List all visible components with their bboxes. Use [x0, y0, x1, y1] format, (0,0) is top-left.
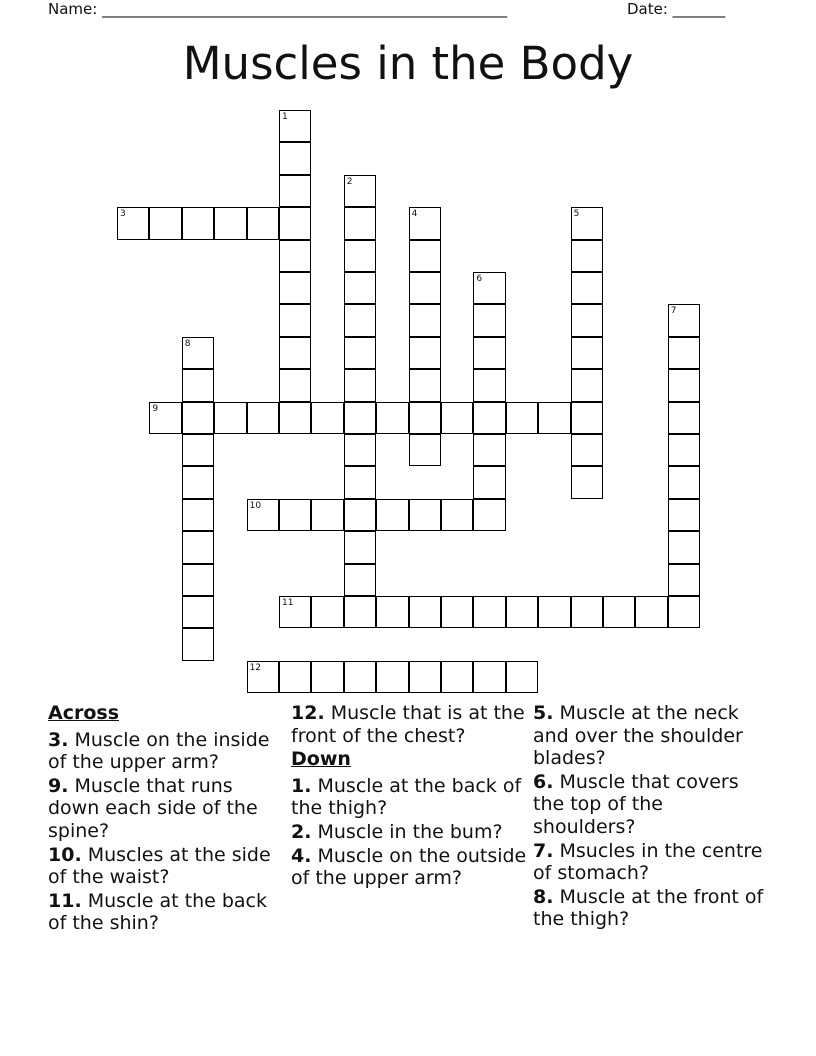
- grid-cell[interactable]: [279, 661, 311, 693]
- grid-cell[interactable]: [571, 272, 603, 304]
- clue-text: Muscle that runs down each side of the spine?: [48, 774, 258, 842]
- grid-cell[interactable]: [668, 402, 700, 434]
- grid-cell[interactable]: [668, 531, 700, 563]
- clue-text: Muscle at the front of the thigh?: [533, 885, 764, 931]
- grid-cell[interactable]: [182, 337, 214, 369]
- across-heading: Across: [48, 702, 120, 724]
- grid-cell[interactable]: [473, 304, 505, 336]
- grid-cell[interactable]: [344, 434, 376, 466]
- grid-cell[interactable]: [506, 402, 538, 434]
- grid-cell[interactable]: [473, 596, 505, 628]
- name-field[interactable]: Name: ______________________________________________________: [48, 0, 508, 18]
- grid-cell[interactable]: [376, 499, 408, 531]
- grid-cell[interactable]: [571, 337, 603, 369]
- grid-cell[interactable]: [214, 207, 246, 239]
- grid-cell[interactable]: [409, 337, 441, 369]
- clue-text: Muscle at the back of the shin?: [48, 889, 268, 935]
- date-field[interactable]: Date: _______: [627, 0, 726, 18]
- grid-cell[interactable]: [247, 207, 279, 239]
- grid-cell[interactable]: [409, 499, 441, 531]
- grid-cell[interactable]: [409, 596, 441, 628]
- grid-cell[interactable]: [441, 499, 473, 531]
- grid-cell[interactable]: [571, 207, 603, 239]
- grid-cell[interactable]: [279, 240, 311, 272]
- grid-cell[interactable]: [441, 596, 473, 628]
- clue-down-4: [291, 845, 527, 890]
- grid-cell[interactable]: [279, 402, 311, 434]
- grid-cell[interactable]: [279, 499, 311, 531]
- grid-cell[interactable]: [409, 369, 441, 401]
- grid-cell[interactable]: [668, 564, 700, 596]
- grid-cell[interactable]: [182, 369, 214, 401]
- grid-cell[interactable]: [571, 402, 603, 434]
- grid-cell[interactable]: [311, 499, 343, 531]
- grid-cell-number: 12: [249, 662, 262, 673]
- grid-cell[interactable]: [182, 499, 214, 531]
- clue-number: 9.: [48, 774, 69, 797]
- grid-cell[interactable]: [279, 369, 311, 401]
- clue-across-9: [48, 775, 284, 843]
- grid-cell[interactable]: [344, 304, 376, 336]
- grid-cell-number: 7: [670, 306, 677, 317]
- grid-cell[interactable]: [344, 499, 376, 531]
- grid-cell[interactable]: [571, 434, 603, 466]
- grid-cell[interactable]: [344, 531, 376, 563]
- clue-across-10: [48, 844, 284, 889]
- grid-cell-number: 2: [346, 176, 353, 187]
- grid-cell[interactable]: [311, 402, 343, 434]
- grid-cell[interactable]: [668, 499, 700, 531]
- clue-number: 8.: [533, 885, 554, 908]
- grid-cell[interactable]: [635, 596, 667, 628]
- clue-down-7: [533, 840, 769, 885]
- grid-cell[interactable]: [182, 466, 214, 498]
- grid-cell-number: 9: [152, 403, 159, 414]
- grid-cell[interactable]: [571, 304, 603, 336]
- clue-down-6: [533, 771, 769, 839]
- clue-text: Muscle that covers the top of the shoulders?: [533, 770, 739, 838]
- grid-cell-number: 3: [120, 209, 126, 220]
- clue-text: Muscles at the side of the waist?: [48, 843, 271, 889]
- grid-cell-number: 8: [184, 338, 191, 349]
- grid-cell[interactable]: [409, 272, 441, 304]
- grid-cell[interactable]: [409, 207, 441, 239]
- grid-cell[interactable]: [344, 661, 376, 693]
- grid-cell[interactable]: [279, 337, 311, 369]
- grid-cell[interactable]: [247, 402, 279, 434]
- grid-cell[interactable]: [668, 466, 700, 498]
- clue-down-5: [533, 702, 769, 770]
- grid-cell[interactable]: [182, 434, 214, 466]
- grid-cell[interactable]: [279, 175, 311, 207]
- grid-cell[interactable]: [149, 207, 181, 239]
- grid-cell[interactable]: [603, 596, 635, 628]
- clue-down-1: [291, 775, 527, 820]
- grid-cell[interactable]: [279, 207, 311, 239]
- grid-cell[interactable]: [409, 434, 441, 466]
- grid-cell[interactable]: [311, 596, 343, 628]
- grid-cell[interactable]: [182, 628, 214, 660]
- grid-cell[interactable]: [473, 434, 505, 466]
- grid-cell[interactable]: [311, 661, 343, 693]
- grid-cell[interactable]: [668, 369, 700, 401]
- clue-number: 2.: [291, 820, 312, 843]
- clue-number: 4.: [291, 844, 312, 867]
- clue-column-2: [291, 702, 527, 891]
- clue-number: 10.: [48, 843, 82, 866]
- grid-cell[interactable]: [668, 596, 700, 628]
- clue-number: 1.: [291, 774, 312, 797]
- grid-cell[interactable]: [473, 402, 505, 434]
- grid-cell[interactable]: [409, 240, 441, 272]
- clue-text: Muscle on the inside of the upper arm?: [48, 728, 270, 774]
- down-heading: Down: [291, 748, 351, 771]
- clue-number: 6.: [533, 770, 554, 793]
- grid-cell[interactable]: [182, 596, 214, 628]
- page-title: Muscles in the Body: [182, 37, 634, 90]
- clue-text: Muscle that is at the front of the chest?: [291, 702, 525, 747]
- grid-cell[interactable]: [441, 402, 473, 434]
- grid-cell[interactable]: [409, 661, 441, 693]
- clue-text: Muscle at the neck and over the shoulder blades?: [533, 702, 743, 770]
- grid-cell[interactable]: [473, 337, 505, 369]
- clue-text: Muscle on the outside of the upper arm?: [291, 844, 527, 890]
- grid-cell-number: 10: [249, 500, 262, 511]
- grid-cell[interactable]: [344, 596, 376, 628]
- grid-cell[interactable]: [376, 402, 408, 434]
- clue-text: Muscle in the bum?: [311, 820, 503, 843]
- clue-across-12: [291, 702, 527, 747]
- grid-cell[interactable]: [441, 661, 473, 693]
- grid-cell[interactable]: [247, 661, 279, 693]
- grid-cell[interactable]: [344, 240, 376, 272]
- clue-column-1: [48, 702, 284, 936]
- grid-cell[interactable]: [214, 402, 246, 434]
- grid-cell[interactable]: [344, 564, 376, 596]
- grid-cell[interactable]: [473, 466, 505, 498]
- grid-cell[interactable]: [182, 564, 214, 596]
- clue-number: 12.: [291, 702, 325, 724]
- grid-cell[interactable]: [473, 661, 505, 693]
- grid-cell[interactable]: [182, 402, 214, 434]
- grid-cell[interactable]: [344, 466, 376, 498]
- grid-cell[interactable]: [376, 596, 408, 628]
- grid-cell[interactable]: [668, 434, 700, 466]
- grid-cell[interactable]: [344, 402, 376, 434]
- clue-number: 3.: [48, 728, 69, 751]
- clue-text: Muscle at the back of the thigh?: [291, 774, 522, 820]
- grid-cell[interactable]: [279, 142, 311, 174]
- clue-down-2: [291, 821, 527, 844]
- grid-cell[interactable]: [571, 369, 603, 401]
- grid-cell[interactable]: [506, 596, 538, 628]
- grid-cell[interactable]: [117, 207, 149, 239]
- grid-cell[interactable]: [473, 499, 505, 531]
- grid-cell[interactable]: [344, 207, 376, 239]
- grid-cell[interactable]: [149, 402, 181, 434]
- grid-cell[interactable]: [571, 466, 603, 498]
- grid-cell[interactable]: [344, 175, 376, 207]
- grid-cell-number: 6: [476, 274, 483, 284]
- grid-cell-number: 5: [573, 209, 580, 220]
- grid-cell[interactable]: [409, 402, 441, 434]
- grid-cell[interactable]: [538, 402, 570, 434]
- clue-across-11: [48, 890, 284, 935]
- clue-number: 5.: [533, 702, 554, 724]
- grid-cell[interactable]: [279, 110, 311, 142]
- grid-cell[interactable]: [344, 272, 376, 304]
- grid-cell[interactable]: [668, 337, 700, 369]
- clue-across-3: [48, 729, 284, 774]
- grid-cell[interactable]: [506, 661, 538, 693]
- clue-number: 7.: [533, 839, 554, 862]
- grid-cell[interactable]: [571, 596, 603, 628]
- grid-cell-number: 4: [411, 209, 418, 220]
- clue-number: 11.: [48, 889, 82, 912]
- clue-column-3: [533, 702, 769, 932]
- grid-cell[interactable]: [182, 531, 214, 563]
- grid-cell[interactable]: [409, 304, 441, 336]
- clue-down-8: [533, 886, 769, 931]
- grid-cell[interactable]: [376, 661, 408, 693]
- grid-cell-number: 1: [282, 112, 288, 122]
- grid-cell[interactable]: [247, 499, 279, 531]
- grid-cell[interactable]: [182, 207, 214, 239]
- grid-cell[interactable]: [473, 272, 505, 304]
- grid-cell[interactable]: [473, 369, 505, 401]
- grid-cell[interactable]: [538, 596, 570, 628]
- grid-cell[interactable]: [344, 369, 376, 401]
- clue-text: Msucles in the centre of stomach?: [533, 839, 763, 885]
- grid-cell-number: 11: [282, 598, 294, 608]
- grid-cell[interactable]: [279, 596, 311, 628]
- grid-cell[interactable]: [279, 272, 311, 304]
- grid-cell[interactable]: [668, 304, 700, 336]
- grid-cell[interactable]: [279, 304, 311, 336]
- grid-cell[interactable]: [571, 240, 603, 272]
- grid-cell[interactable]: [344, 337, 376, 369]
